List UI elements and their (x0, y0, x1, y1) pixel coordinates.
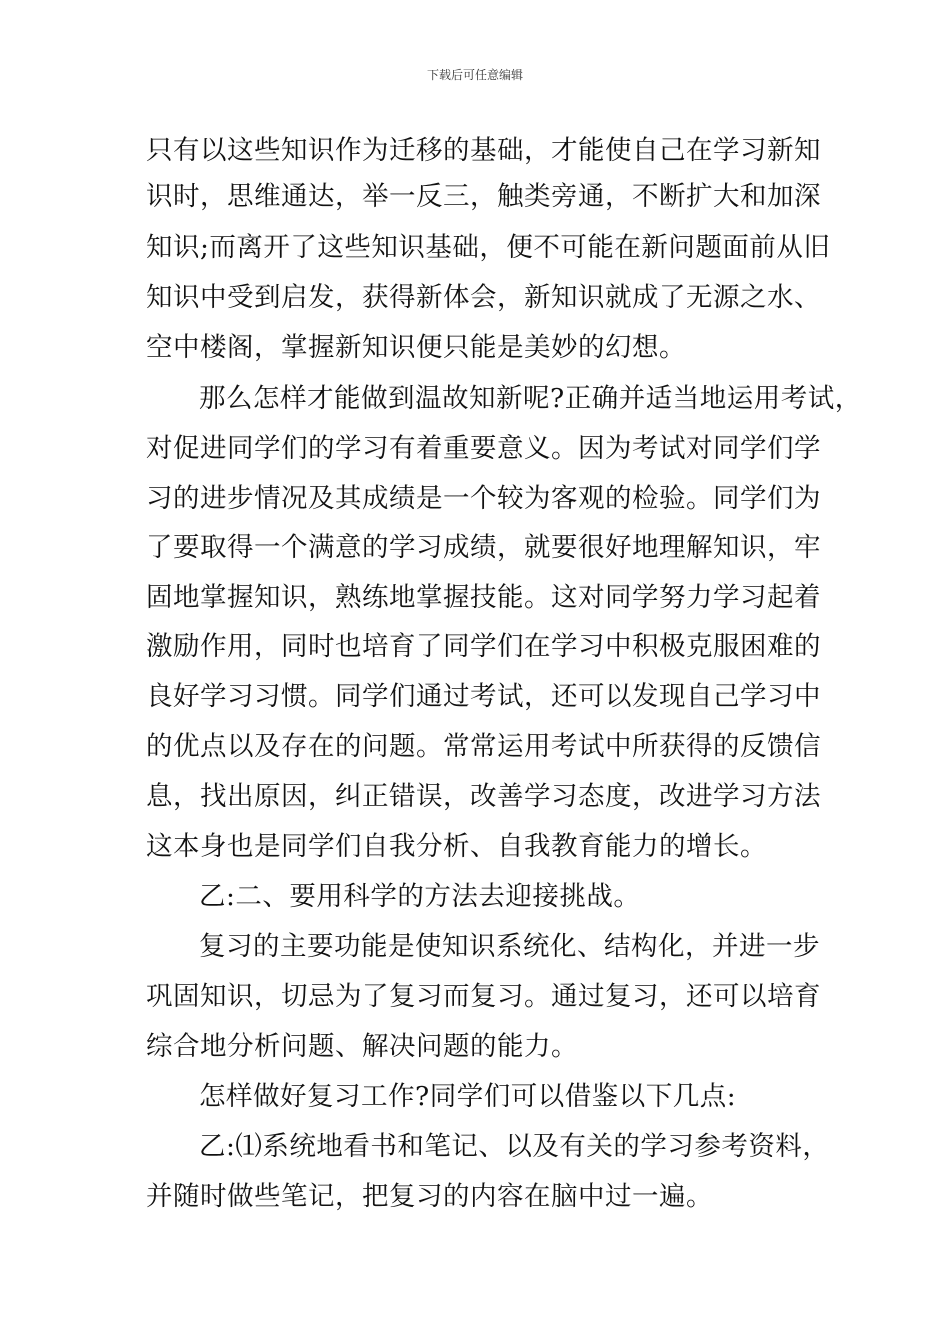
text-line: 乙:二、要用科学的方法去迎接挑战。 (199, 881, 641, 912)
text-line: 息，找出原因，纠正错误，改善学习态度，改进学习方法 (146, 781, 821, 812)
text-line: 习的进步情况及其成绩是一个较为客观的检验。同学们为 (146, 483, 821, 514)
page-header: 下载后可任意编辑 (426, 68, 523, 82)
text-line: 乙:⑴系统地看书和笔记、以及有关的学习参考资料， (199, 1131, 830, 1162)
text-line: 综合地分析问题、解决问题的能力。 (146, 1031, 578, 1062)
text-line: 巩固知识，切忌为了复习而复习。通过复习，还可以培育 (146, 981, 821, 1012)
text-line: 对促进同学们的学习有着重要意义。因为考试对同学们学 (146, 433, 821, 464)
text-line: 识时，思维通达，举一反三，触类旁通，不断扩大和加深 (146, 181, 821, 212)
text-line: 良好学习习惯。同学们通过考试，还可以发现自己学习中 (146, 681, 821, 712)
text-line: 复习的主要功能是使知识系统化、结构化，并进一步 (199, 931, 820, 962)
text-line: 只有以这些知识作为迁移的基础，才能使自己在学习新知 (146, 135, 821, 166)
text-line: 并随时做些笔记，把复习的内容在脑中过一遍。 (146, 1181, 713, 1212)
text-line: 了要取得一个满意的学习成绩，就要很好地理解知识，牢 (146, 532, 821, 563)
text-line: 那么怎样才能做到温故知新呢?正确并适当地运用考试， (199, 383, 862, 414)
text-line: 激励作用，同时也培育了同学们在学习中积极克服困难的 (146, 631, 821, 662)
text-line: 固地掌握知识，熟练地掌握技能。这对同学努力学习起着 (146, 582, 821, 613)
text-line: 知识中受到启发，获得新体会，新知识就成了无源之水、 (146, 282, 821, 313)
text-line: 知识;而离开了这些知识基础，便不可能在新问题面前从旧 (146, 232, 831, 263)
text-line: 怎样做好复习工作?同学们可以借鉴以下几点: (199, 1081, 737, 1112)
text-line: 的优点以及存在的问题。常常运用考试中所获得的反馈信 (146, 731, 821, 762)
text-line: 空中楼阁，掌握新知识便只能是美妙的幻想。 (146, 332, 686, 363)
text-line: 这本身也是同学们自我分析、自我教育能力的增长。 (146, 831, 767, 862)
